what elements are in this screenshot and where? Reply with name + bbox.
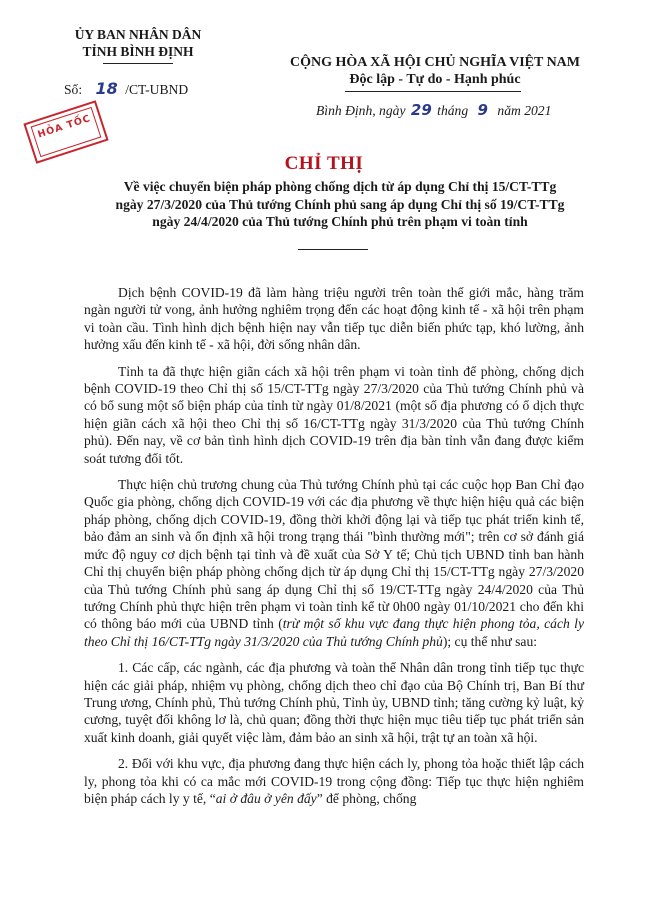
document-title: CHỈ THỊ	[284, 153, 364, 174]
national-name: CỘNG HÒA XÃ HỘI CHỦ NGHĨA VIỆT NAM	[289, 55, 580, 70]
agency-line-1: ỦY BAN NHÂN DÂN	[74, 27, 202, 42]
paragraph-3	[84, 476, 584, 650]
paragraph-1: Dịch bệnh COVID-19 đã làm hàng triệu người trên toàn thế giới mắc, hàng trăm ngàn người tử vong, ảnh hưởng nghiêm trọng đến các hoạt động kinh tế - xã hội trên phạm vi toàn cầu. Tình hình dịch bệnh hiện nay vẫn tiếp tục diễn biến phức tạp, khó lường, ảnh hưởng xấu đến kinh tế - xã hội, đời sống nhân dân.	[84, 285, 584, 353]
subtitle-underline	[298, 249, 368, 250]
subtitle-line-2: ngày 27/3/2020 của Thủ tướng Chính phủ sang áp dụng Chỉ thị số 19/CT-TTg	[115, 196, 565, 212]
motto-line: Độc lập - Tự do - Hạnh phúc	[349, 72, 521, 87]
paragraph-4: 1. Các cấp, các ngành, các địa phương và toàn thể Nhân dân trong tỉnh tiếp tục thực hiện các giải pháp, nhiệm vụ phòng, chống dịch theo chỉ đạo của Bộ Chính trị, Ban Bí thư Trung ương, Chính phủ, Thủ tướng Chính phủ, Tỉnh ủy, UBND tỉnh; tăng cường kỷ luật, kỷ cương, tuyệt đối không lơ là, chủ quan; đồng thời thực hiện mục tiêu tiếp tục phát triển sản xuất kinh doanh, giải quyết việc làm, đảm bảo an sinh xã hội, trật tự an toàn xã hội.	[84, 660, 584, 745]
number-handwritten: 18	[95, 79, 118, 98]
paragraph-3-italic: trừ một số khu vực đang thực hiện phong tỏa, cách ly theo Chỉ thị 16/CT-TTg ngày 31/3/2020 của Thủ tướng Chính phủ	[84, 616, 584, 649]
agency-name	[48, 26, 228, 60]
date-year: năm 2021	[497, 103, 552, 118]
issue-date	[316, 102, 616, 119]
paragraph-5-main: 2. Đối với khu vực, địa phương đang thực hiện cách ly, phong tỏa hoặc thiết lập cách ly, phong tỏa khi có ca mắc mới COVID-19 trong cộng đồng: Tiếp tục thực hiện nghiêm biện pháp cách ly y tế, “	[84, 756, 584, 806]
subtitle-line-1: Về việc chuyển biện pháp phòng chống dịch từ áp dụng Chỉ thị 15/CT-TTg	[123, 179, 557, 194]
document-number	[64, 80, 234, 98]
document-subtitle	[60, 178, 620, 231]
stamp-text: HỎA TỐC	[36, 113, 93, 141]
paragraph-5-end: ” để phòng, chống	[316, 790, 417, 806]
document-body	[84, 284, 584, 816]
paragraph-5-italic: ai ở đâu ở yên đấy	[215, 790, 317, 806]
subtitle-line-3: ngày 24/4/2020 của Thủ tướng Chính phủ trên phạm vi toàn tỉnh	[152, 214, 528, 229]
paragraph-3-end: ); cụ thể như sau:	[442, 633, 538, 649]
motto-underline	[345, 91, 521, 92]
agency-line-2: TỈNH BÌNH ĐỊNH	[82, 44, 194, 59]
agency-underline	[103, 63, 173, 64]
paragraph-3-main: Thực hiện chủ trương chung của Thủ tướng Chính phủ tại các cuộc họp Ban Chỉ đạo Quốc gia phòng, chống dịch COVID-19 với các địa phương về thực hiện hiệu quả các biện pháp phòng, chống dịch COVID-19, đồng thời khởi động lại và tiếp tục phát triển kinh tế, bảo đảm an sinh và ổn định xã hội trong trạng thái "bình thường mới"; trên cơ sở đánh giá mức độ nguy cơ dịch bệnh tại tỉnh và đề xuất của Sở Y tế; Chủ tịch UBND tỉnh ban hành Chỉ thị chuyển biện pháp phòng chống dịch từ áp dụng Chỉ thị 15/CT-TTg ngày 27/3/2020 của Thủ tướng Chính phủ sang áp dụng Chỉ thị số 19/CT-TTg ngày 24/4/2020 của Thủ tướng Chính phủ thực hiện trên phạm vi toàn tỉnh kể từ 0h00 ngày 01/10/2021 cho đến khi có thông báo mới của UBND tỉnh (	[84, 477, 584, 632]
national-motto	[250, 54, 620, 88]
date-day: 29	[410, 101, 432, 119]
number-suffix: /CT-UBND	[125, 82, 189, 97]
date-prefix: Bình Định, ngày	[316, 103, 406, 118]
date-month-label: tháng	[437, 103, 469, 118]
number-prefix: Số:	[64, 82, 83, 97]
paragraph-2: Tỉnh ta đã thực hiện giãn cách xã hội trên phạm vi toàn tỉnh để phòng, chống dịch bệnh COVID-19 theo Chỉ thị số 15/CT-TTg ngày 27/3/2020 của Thủ tướng Chính phủ và có bổ sung một số biện pháp của tỉnh từ ngày 01/8/2021 (một số địa phương có ổ dịch thực hiện giãn cách xã hội theo Chỉ thị số 16/CT-TTg ngày 31/3/2020 của Thủ tướng Chính phủ). Đến nay, về cơ bản tình hình dịch COVID-19 trên địa bàn tỉnh vẫn đang được kiểm soát tương đối tốt.	[84, 363, 584, 466]
date-month: 9	[477, 101, 488, 119]
paragraph-5	[84, 755, 584, 807]
